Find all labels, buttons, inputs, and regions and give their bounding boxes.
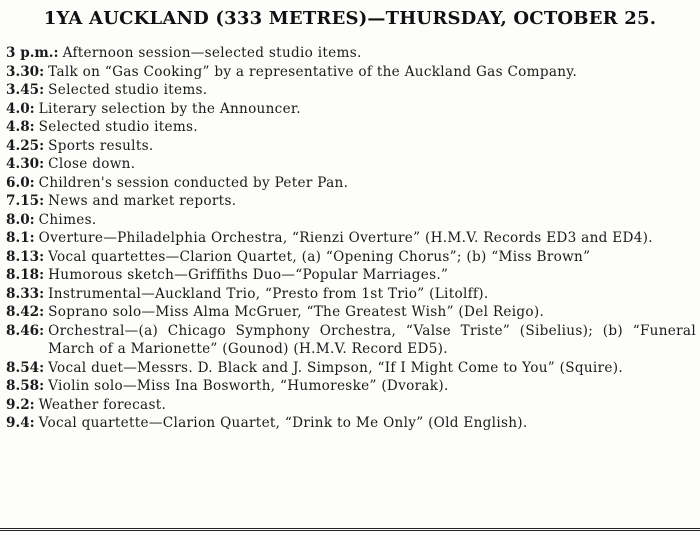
entry-time: 8.1:	[6, 230, 35, 246]
program-entry	[6, 137, 696, 156]
program-entry	[6, 100, 696, 119]
entry-description: Violin solo—Miss Ina Bosworth, “Humoreske” (Dvorak).	[48, 378, 449, 394]
entry-time: 7.15:	[6, 193, 45, 209]
program-heading: 1YA AUCKLAND (333 METRES)—THURSDAY, OCTOBER 25.	[43, 8, 657, 29]
entry-time: 8.58:	[6, 378, 45, 394]
entry-time: 3 p.m.:	[6, 45, 59, 61]
entry-time: 3.45:	[6, 82, 45, 98]
program-entry	[6, 63, 696, 82]
entry-description: Children's session conducted by Peter Pan.	[38, 174, 349, 191]
entry-description: Instrumental—Auckland Trio, “Presto from 1st Trio” (Litolff).	[48, 285, 489, 302]
program-entry	[6, 81, 696, 100]
entry-time: 4.25:	[6, 137, 45, 154]
entry-description: Selected studio items.	[48, 82, 208, 98]
program-entry	[6, 322, 696, 359]
entry-time: 8.18:	[6, 267, 45, 283]
entry-description: Afternoon session—selected studio items.	[62, 45, 362, 61]
program-entry	[6, 396, 696, 415]
entry-description: News and market reports.	[48, 193, 237, 209]
entry-description: Talk on “Gas Cooking” by a representative of the Auckland Gas Company.	[48, 63, 578, 80]
program-entry	[6, 118, 696, 137]
program-entry	[6, 414, 696, 433]
entry-description: Vocal quartette—Clarion Quartet, “Drink to Me Only” (Old English).	[38, 415, 528, 431]
entry-time: 8.42:	[6, 304, 45, 320]
entry-time: 4.0:	[6, 100, 35, 117]
program-entry	[6, 285, 696, 304]
entry-description: Sports results.	[48, 137, 154, 154]
entry-description: Orchestral—(a) Chicago Symphony Orchestra, “Valse Triste” (Sibelius); (b) “Funeral March of a Marionette” (Gounod) (H.M.V. Record ED5).	[48, 322, 696, 357]
entry-time: 4.30:	[6, 156, 45, 172]
entry-description: Soprano solo—Miss Alma McGruer, “The Greatest Wish” (Del Reigo).	[48, 304, 545, 320]
program-entry	[6, 359, 696, 378]
entry-description: Chimes.	[38, 211, 97, 228]
entry-time: 9.2:	[6, 396, 35, 413]
program-entry	[6, 174, 696, 193]
entry-description: Overture—Philadelphia Orchestra, “Rienzi Overture” (H.M.V. Records ED3 and ED4).	[38, 230, 653, 246]
entry-description: Literary selection by the Announcer.	[38, 100, 301, 117]
program-entry	[6, 303, 696, 322]
entry-time: 8.54:	[6, 359, 45, 376]
entry-time: 6.0:	[6, 174, 35, 191]
program-list	[6, 44, 696, 433]
entry-description: Weather forecast.	[38, 396, 167, 413]
program-entry	[6, 192, 696, 211]
program-entry	[6, 377, 696, 396]
entry-time: 8.13:	[6, 248, 45, 265]
entry-time: 4.8:	[6, 119, 35, 135]
entry-time: 3.30:	[6, 63, 45, 80]
program-entry	[6, 155, 696, 174]
program-entry	[6, 229, 696, 248]
entry-description: Humorous sketch—Griffiths Duo—“Popular Marriages.”	[48, 267, 449, 283]
entry-description: Close down.	[48, 156, 136, 172]
entry-description: Vocal quartettes—Clarion Quartet, (a) “Opening Chorus”; (b) “Miss Brown”	[48, 248, 591, 265]
program-entry	[6, 44, 696, 63]
entry-time: 8.33:	[6, 285, 45, 302]
entry-time: 8.0:	[6, 211, 35, 228]
program-entry	[6, 211, 696, 230]
program-entry	[6, 248, 696, 267]
bottom-rule	[0, 528, 700, 531]
program-entry	[6, 266, 696, 285]
entry-description: Vocal duet—Messrs. D. Black and J. Simpson, “If I Might Come to You” (Squire).	[48, 359, 623, 376]
entry-time: 9.4:	[6, 415, 35, 431]
entry-time: 8.46:	[6, 322, 45, 339]
entry-description: Selected studio items.	[38, 119, 198, 135]
